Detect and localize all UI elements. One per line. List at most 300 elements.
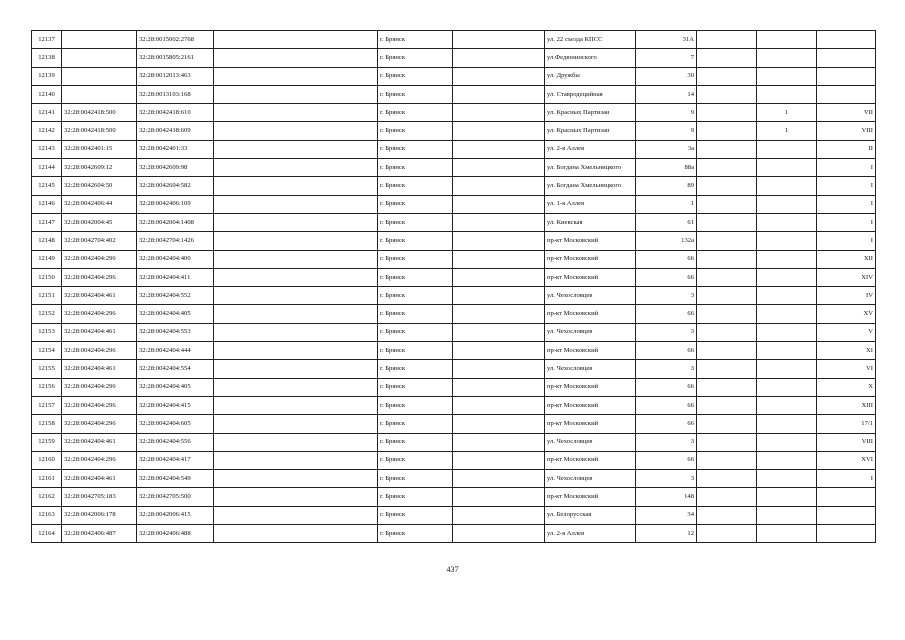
cell-cadastral-number: 32:28:0042404:400 (137, 250, 214, 268)
cell-street: ул. Белорусская (545, 506, 636, 524)
cell-empty (697, 140, 757, 158)
cell-parent-cadastral-number: 32:28:0042404:296 (62, 415, 137, 433)
cell-cadastral-number: 32:28:0042006:415 (137, 506, 214, 524)
cell-cadastral-number: 32:28:0042004:1408 (137, 213, 214, 231)
table-row (32, 488, 876, 506)
cell-street: ул. 2-я Аллея (545, 525, 636, 543)
cell-parent-cadastral-number: 32:28:0042404:296 (62, 305, 137, 323)
cell-empty (697, 49, 757, 67)
cell-record-number: 12154 (32, 342, 62, 360)
cell-cadastral-number: 32:28:0042705:500 (137, 488, 214, 506)
cell-empty (697, 451, 757, 469)
cell-house-number: 3 (636, 287, 697, 305)
cell-empty (697, 342, 757, 360)
table-row (32, 451, 876, 469)
cell-room: 17/1 (817, 415, 876, 433)
cell-floor (757, 49, 817, 67)
cell-room: VI (817, 360, 876, 378)
cell-floor (757, 305, 817, 323)
cell-empty (214, 415, 378, 433)
cell-empty (453, 195, 545, 213)
cell-street: ул. Чехословцев (545, 470, 636, 488)
cell-empty (214, 451, 378, 469)
table-row (32, 470, 876, 488)
cell-cadastral-number: 32:28:0042404:417 (137, 451, 214, 469)
cell-empty (697, 378, 757, 396)
cell-empty (453, 250, 545, 268)
cell-street: ул. Чехословцев (545, 287, 636, 305)
cell-street: пр-кт Московский (545, 378, 636, 396)
cell-record-number: 12156 (32, 378, 62, 396)
cell-floor (757, 506, 817, 524)
cell-floor (757, 85, 817, 103)
table-row (32, 268, 876, 286)
cell-record-number: 12150 (32, 268, 62, 286)
cell-empty (214, 525, 378, 543)
table-body (32, 31, 876, 543)
cell-empty (453, 122, 545, 140)
cell-floor (757, 213, 817, 231)
cell-house-number: 66 (636, 268, 697, 286)
cell-parent-cadastral-number: 32:28:0042609:12 (62, 159, 137, 177)
table-row (32, 49, 876, 67)
cell-house-number: 66 (636, 342, 697, 360)
cell-city: г. Брянск (378, 506, 453, 524)
cell-cadastral-number: 32:28:0042404:415 (137, 396, 214, 414)
cell-street: ул. Богдана Хмельницкого (545, 177, 636, 195)
cell-house-number: 14 (636, 85, 697, 103)
cell-house-number: 3 (636, 433, 697, 451)
cell-city: г. Брянск (378, 159, 453, 177)
cell-cadastral-number: 32:28:0015805:2161 (137, 49, 214, 67)
cell-empty (453, 433, 545, 451)
cell-empty (214, 213, 378, 231)
cell-parent-cadastral-number: 32:28:0042404:296 (62, 342, 137, 360)
cell-city: г. Брянск (378, 85, 453, 103)
cell-cadastral-number: 32:28:0042404:553 (137, 323, 214, 341)
cell-record-number: 12137 (32, 31, 62, 49)
cell-floor (757, 415, 817, 433)
cell-empty (214, 31, 378, 49)
cell-street: ул. Чехословцев (545, 360, 636, 378)
table-row (32, 360, 876, 378)
cell-cadastral-number: 32:28:0042418:609 (137, 122, 214, 140)
cell-room: V (817, 323, 876, 341)
cell-empty (214, 396, 378, 414)
cell-empty (214, 49, 378, 67)
cell-empty (697, 195, 757, 213)
cell-floor (757, 378, 817, 396)
cell-floor (757, 140, 817, 158)
cell-parent-cadastral-number: 32:28:0042404:461 (62, 323, 137, 341)
cell-empty (214, 378, 378, 396)
cell-empty (453, 31, 545, 49)
cell-record-number: 12164 (32, 525, 62, 543)
table-row (32, 323, 876, 341)
cell-street: ул. 1-я Аллея (545, 195, 636, 213)
cell-empty (697, 268, 757, 286)
cell-city: г. Брянск (378, 525, 453, 543)
cell-street: ул. Чехословцев (545, 433, 636, 451)
cell-cadastral-number: 32:28:0042406:488 (137, 525, 214, 543)
cell-record-number: 12138 (32, 49, 62, 67)
cell-record-number: 12158 (32, 415, 62, 433)
cell-empty (453, 506, 545, 524)
cell-empty (214, 140, 378, 158)
cell-parent-cadastral-number: 32:28:0042406:487 (62, 525, 137, 543)
cell-parent-cadastral-number: 32:28:0042404:296 (62, 451, 137, 469)
cell-empty (214, 67, 378, 85)
cell-empty (453, 305, 545, 323)
cell-street: ул.Федюнинского (545, 49, 636, 67)
cell-empty (697, 31, 757, 49)
cell-parent-cadastral-number: 32:28:0042404:296 (62, 250, 137, 268)
table-row (32, 67, 876, 85)
cell-record-number: 12140 (32, 85, 62, 103)
table-row (32, 396, 876, 414)
cell-city: г. Брянск (378, 470, 453, 488)
table-row (32, 140, 876, 158)
cell-city: г. Брянск (378, 104, 453, 122)
cell-empty (453, 378, 545, 396)
cell-house-number: 3 (636, 470, 697, 488)
cell-house-number: 66 (636, 250, 697, 268)
cell-empty (214, 506, 378, 524)
cell-empty (697, 525, 757, 543)
cell-room: X (817, 378, 876, 396)
cell-street: пр-кт Московский (545, 342, 636, 360)
cell-empty (453, 268, 545, 286)
cell-empty (697, 470, 757, 488)
cell-house-number: 1 (636, 195, 697, 213)
cell-empty (453, 177, 545, 195)
cell-room: I (817, 159, 876, 177)
cell-city: г. Брянск (378, 195, 453, 213)
cell-parent-cadastral-number: 32:28:0042418:500 (62, 122, 137, 140)
cell-empty (453, 213, 545, 231)
cell-empty (697, 433, 757, 451)
cell-parent-cadastral-number: 32:28:0042404:296 (62, 396, 137, 414)
cell-empty (214, 287, 378, 305)
cell-house-number: 148 (636, 488, 697, 506)
table-row (32, 342, 876, 360)
cell-house-number: 30 (636, 67, 697, 85)
cell-empty (453, 451, 545, 469)
cell-city: г. Брянск (378, 250, 453, 268)
cell-room: VIII (817, 122, 876, 140)
table-row (32, 232, 876, 250)
cell-cadastral-number: 32:28:0015002:2768 (137, 31, 214, 49)
cell-house-number: 3 (636, 323, 697, 341)
table-row (32, 506, 876, 524)
cell-city: г. Брянск (378, 378, 453, 396)
cell-record-number: 12155 (32, 360, 62, 378)
table-row (32, 195, 876, 213)
cell-empty (697, 177, 757, 195)
cell-empty (453, 85, 545, 103)
cell-street: пр-кт Московский (545, 232, 636, 250)
cell-floor (757, 250, 817, 268)
cell-street: пр-кт Московский (545, 250, 636, 268)
cell-room: XI (817, 342, 876, 360)
cell-city: г. Брянск (378, 287, 453, 305)
cell-empty (214, 177, 378, 195)
cell-empty (453, 159, 545, 177)
cell-room: VII (817, 104, 876, 122)
cell-room (817, 49, 876, 67)
cell-city: г. Брянск (378, 360, 453, 378)
cell-record-number: 12142 (32, 122, 62, 140)
cell-street: пр-кт Московский (545, 415, 636, 433)
cell-cadastral-number: 32:28:0042406:109 (137, 195, 214, 213)
cell-empty (697, 67, 757, 85)
cell-empty (214, 305, 378, 323)
cell-empty (214, 195, 378, 213)
cell-city: г. Брянск (378, 342, 453, 360)
cell-house-number: 66 (636, 415, 697, 433)
cell-empty (453, 67, 545, 85)
cell-parent-cadastral-number: 32:28:0042006:178 (62, 506, 137, 524)
cell-floor (757, 525, 817, 543)
cell-room: XVI (817, 451, 876, 469)
cell-empty (214, 470, 378, 488)
cell-empty (697, 323, 757, 341)
cell-record-number: 12146 (32, 195, 62, 213)
cell-parent-cadastral-number: 32:28:0042418:500 (62, 104, 137, 122)
cell-empty (453, 415, 545, 433)
cell-street: ул. 2-я Аллея (545, 140, 636, 158)
cell-empty (697, 159, 757, 177)
cell-room: XV (817, 305, 876, 323)
cell-empty (214, 85, 378, 103)
cell-floor (757, 31, 817, 49)
cell-room (817, 506, 876, 524)
cell-parent-cadastral-number (62, 85, 137, 103)
cell-cadastral-number: 32:28:0042418:610 (137, 104, 214, 122)
cell-parent-cadastral-number: 32:28:0042404:296 (62, 268, 137, 286)
cell-empty (453, 104, 545, 122)
cell-city: г. Брянск (378, 488, 453, 506)
cell-cadastral-number: 32:28:0042404:405 (137, 305, 214, 323)
cell-city: г. Брянск (378, 232, 453, 250)
cell-record-number: 12163 (32, 506, 62, 524)
cell-house-number: 9 (636, 104, 697, 122)
cell-empty (453, 396, 545, 414)
cell-street: ул. Красных Партизан (545, 122, 636, 140)
cell-city: г. Брянск (378, 213, 453, 231)
table-row (32, 250, 876, 268)
cell-record-number: 12161 (32, 470, 62, 488)
cell-floor (757, 396, 817, 414)
cell-record-number: 12151 (32, 287, 62, 305)
table-row (32, 287, 876, 305)
cell-cadastral-number: 32:28:0042401:33 (137, 140, 214, 158)
table-row (32, 159, 876, 177)
cell-record-number: 12152 (32, 305, 62, 323)
cell-floor (757, 451, 817, 469)
cell-street: пр-кт Московский (545, 396, 636, 414)
cell-room: IV (817, 287, 876, 305)
cell-house-number: 3а (636, 140, 697, 158)
cell-street: ул. Дружбы (545, 67, 636, 85)
cell-city: г. Брянск (378, 177, 453, 195)
cell-city: г. Брянск (378, 122, 453, 140)
cell-city: г. Брянск (378, 305, 453, 323)
cell-record-number: 12147 (32, 213, 62, 231)
cell-house-number: 66 (636, 305, 697, 323)
cell-street: ул. Чехословцев (545, 323, 636, 341)
cell-parent-cadastral-number: 32:28:0042404:461 (62, 470, 137, 488)
cell-parent-cadastral-number: 32:28:0042604:50 (62, 177, 137, 195)
cell-house-number: 66 (636, 451, 697, 469)
cell-room: VIII (817, 433, 876, 451)
cell-cadastral-number: 32:28:0012013:463 (137, 67, 214, 85)
cell-record-number: 12144 (32, 159, 62, 177)
cell-record-number: 12145 (32, 177, 62, 195)
cell-record-number: 12157 (32, 396, 62, 414)
cell-empty (453, 323, 545, 341)
cell-empty (214, 159, 378, 177)
cell-room: XIII (817, 396, 876, 414)
cell-room (817, 31, 876, 49)
cell-cadastral-number: 32:28:0042404:444 (137, 342, 214, 360)
cell-city: г. Брянск (378, 49, 453, 67)
cell-city: г. Брянск (378, 323, 453, 341)
cell-room: I (817, 213, 876, 231)
cell-empty (697, 305, 757, 323)
cell-city: г. Брянск (378, 140, 453, 158)
cell-room (817, 525, 876, 543)
cell-record-number: 12141 (32, 104, 62, 122)
cell-house-number: 66 (636, 396, 697, 414)
cell-parent-cadastral-number: 32:28:0042004:45 (62, 213, 137, 231)
cell-street: пр-кт Московский (545, 451, 636, 469)
cell-city: г. Брянск (378, 268, 453, 286)
table-row (32, 305, 876, 323)
cell-parent-cadastral-number (62, 31, 137, 49)
cell-cadastral-number: 32:28:0042404:405 (137, 378, 214, 396)
cell-cadastral-number: 32:28:0042404:552 (137, 287, 214, 305)
cell-empty (697, 122, 757, 140)
cell-parent-cadastral-number (62, 67, 137, 85)
cell-empty (453, 360, 545, 378)
cell-cadastral-number: 32:28:0042404:556 (137, 433, 214, 451)
cell-cadastral-number: 32:28:0042604:582 (137, 177, 214, 195)
cell-cadastral-number: 32:28:0042404:605 (137, 415, 214, 433)
cell-floor (757, 360, 817, 378)
cell-empty (453, 470, 545, 488)
cell-house-number: 61 (636, 213, 697, 231)
cell-parent-cadastral-number: 32:28:0042404:461 (62, 433, 137, 451)
cell-empty (214, 323, 378, 341)
cell-empty (697, 415, 757, 433)
cell-empty (453, 232, 545, 250)
cell-record-number: 12148 (32, 232, 62, 250)
cell-record-number: 12162 (32, 488, 62, 506)
cell-empty (453, 140, 545, 158)
cell-room: XII (817, 250, 876, 268)
cell-house-number: 34 (636, 506, 697, 524)
cell-house-number: 89 (636, 177, 697, 195)
cell-parent-cadastral-number: 32:28:0042704:402 (62, 232, 137, 250)
cell-city: г. Брянск (378, 433, 453, 451)
cell-room: I (817, 232, 876, 250)
cell-house-number: 7 (636, 49, 697, 67)
cell-empty (697, 488, 757, 506)
cell-room: I (817, 470, 876, 488)
cell-floor (757, 232, 817, 250)
cell-house-number: 9 (636, 122, 697, 140)
cell-parent-cadastral-number: 32:28:0042401:15 (62, 140, 137, 158)
cell-room (817, 488, 876, 506)
cell-empty (214, 232, 378, 250)
cell-room: II (817, 140, 876, 158)
cell-street: пр-кт Московский (545, 488, 636, 506)
cell-city: г. Брянск (378, 31, 453, 49)
cell-empty (453, 287, 545, 305)
cell-house-number: 88а (636, 159, 697, 177)
cell-record-number: 12153 (32, 323, 62, 341)
table-row (32, 415, 876, 433)
cell-street: пр-кт Московский (545, 305, 636, 323)
cell-cadastral-number: 32:28:0042609:98 (137, 159, 214, 177)
cell-empty (214, 268, 378, 286)
cell-room: XIV (817, 268, 876, 286)
registry-table (31, 30, 876, 543)
cell-floor (757, 342, 817, 360)
cell-empty (697, 396, 757, 414)
cell-floor (757, 287, 817, 305)
cell-record-number: 12149 (32, 250, 62, 268)
table-row (32, 378, 876, 396)
cell-street: ул. Киевская (545, 213, 636, 231)
cell-empty (214, 488, 378, 506)
cell-street: ул. 22 съезда КПСС (545, 31, 636, 49)
cell-cadastral-number: 32:28:0042704:1426 (137, 232, 214, 250)
cell-cadastral-number: 32:28:0042404:411 (137, 268, 214, 286)
cell-cadastral-number: 32:28:0042404:554 (137, 360, 214, 378)
cell-empty (697, 506, 757, 524)
cell-empty (214, 104, 378, 122)
cell-parent-cadastral-number: 32:28:0042406:44 (62, 195, 137, 213)
cell-empty (453, 525, 545, 543)
cell-house-number: 12 (636, 525, 697, 543)
cell-room: I (817, 195, 876, 213)
cell-empty (697, 85, 757, 103)
cell-record-number: 12160 (32, 451, 62, 469)
cell-floor (757, 177, 817, 195)
table-row (32, 31, 876, 49)
table-row (32, 177, 876, 195)
cell-record-number: 12139 (32, 67, 62, 85)
cell-house-number: 3 (636, 360, 697, 378)
cell-empty (697, 232, 757, 250)
table-row (32, 85, 876, 103)
cell-empty (697, 360, 757, 378)
cell-empty (214, 250, 378, 268)
cell-city: г. Брянск (378, 415, 453, 433)
cell-floor (757, 195, 817, 213)
cell-house-number: 132а (636, 232, 697, 250)
cell-empty (697, 213, 757, 231)
cell-cadastral-number: 32:28:0013103:168 (137, 85, 214, 103)
cell-floor (757, 159, 817, 177)
cell-empty (697, 287, 757, 305)
table-row (32, 122, 876, 140)
table-row (32, 104, 876, 122)
cell-parent-cadastral-number: 32:28:0042404:461 (62, 360, 137, 378)
cell-house-number: 31А (636, 31, 697, 49)
